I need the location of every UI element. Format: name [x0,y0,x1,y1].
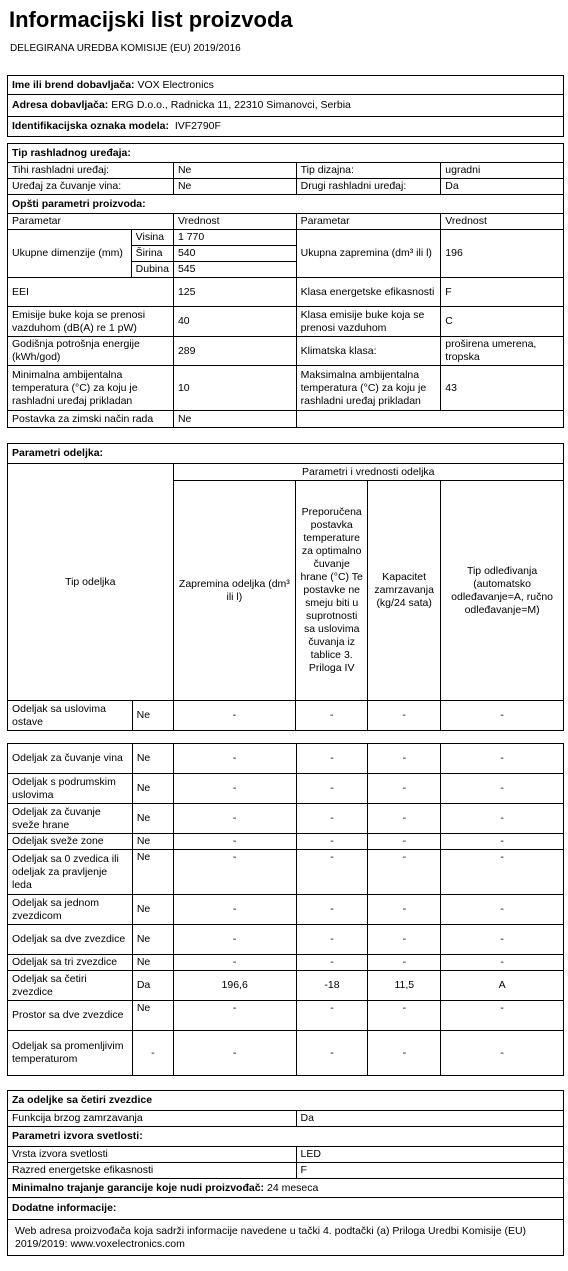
supplier-address-cell [8,95,564,117]
annual-energy-label: Godišnja potrošnja energije (kWh/god) [8,337,174,366]
warranty-value: 24 meseca [266,1181,319,1194]
compartment-name: Odeljak sa četiri zvezdice [8,971,133,1001]
col-compartment-type: Tip odeljka [8,464,174,701]
compartment-volume: 196,6 [173,971,296,1001]
compartment-capacity: - [368,895,441,925]
other-value: Da [441,179,564,195]
compartment-present: Ne [132,834,173,850]
energy-class-value: F [441,278,564,307]
compartment-volume: - [173,925,296,955]
compartment-defrost: - [441,925,564,955]
annual-energy-value: 289 [173,337,296,366]
climate-class-label: Klimatska klasa: [296,337,441,366]
supplier-name-label: Ime ili brend dobavljača: [12,78,135,91]
type-section-header: Tip rashladnog uređaja: [8,144,564,163]
compartment-name: Odeljak za čuvanje sveže hrane [8,804,133,834]
supplier-name-cell [8,76,564,95]
supplier-address-label: Adresa dobavljača: [12,99,109,111]
compartment-defrost: - [441,834,564,850]
col-param-left: Parametar [8,214,174,230]
min-temp-value: 10 [173,366,296,411]
energy-class-label: Klasa energetske efikasnosti [296,278,441,307]
quiet-value: Ne [173,163,296,179]
quiet-label: Tihi rashladni uređaj: [8,163,174,179]
compartment-temp: - [296,955,368,971]
compartment-name: Prostor sa dve zvezdice [8,1001,133,1031]
compartment-temp: - [296,744,368,774]
warranty-cell [8,1179,564,1198]
compartment-defrost: - [441,744,564,774]
compartment-volume: - [173,804,296,834]
max-temp-value: 43 [441,366,564,411]
compartment-capacity: - [368,925,441,955]
volume-label: Ukupna zapremina (dm³ ili l) [296,230,441,278]
col-temperature: Preporučena postavka temperature za optimalno čuvanje hrane (°C) Te postavke ne smeju biti u suprotnosti sa uslovima čuvanja iz tablice 3. Priloga IV [296,481,368,701]
compartment-name: Odeljak sa promenljivim temperaturom [8,1031,133,1076]
noise-class-label: Klasa emisije buke koja se prenosi vazduhom [296,307,441,337]
compartment-temp: - [296,834,368,850]
compartment-capacity: - [368,850,441,895]
compartment-temp: - [296,1001,368,1031]
compartment-volume: - [173,1031,296,1076]
max-temp-label: Maksimalna ambijentalna temperatura (°C) za koju je rashladni uređaj prikladan [296,366,441,411]
col-value-left: Vrednost [173,214,296,230]
compartments-table [7,443,564,731]
compartment-name: Odeljak sa 0 zvedica ili odeljak za pravljenje leda [8,850,133,895]
climate-class-value: proširena umerena, tropska [441,337,564,366]
compartment-volume: - [173,850,296,895]
compartment-volume: - [173,744,296,774]
compartment-name: Odeljak s podrumskim uslovima [8,774,133,804]
general-table [7,143,564,428]
compartment-temp: - [296,1031,368,1076]
col-volume: Zapremina odeljka (dm³ ili l) [173,481,296,701]
height-label: Visina [131,230,173,246]
compartment-temp: - [296,925,368,955]
compartment-capacity: - [368,955,441,971]
compartment-present: Da [132,971,173,1001]
compartment-name: Odeljak sa dve zvezdice [8,925,133,955]
page-title: Informacijski list proizvoda [9,7,293,32]
col-capacity: Kapacitet zamrzavanja (kg/24 sata) [368,481,441,701]
width-value: 540 [173,246,296,262]
compartment-present: Ne [132,850,173,895]
compartment-capacity: 11,5 [368,971,441,1001]
min-temp-label: Minimalna ambijentalna temperatura (°C) za koju je rashladni uređaj prikladan [8,366,174,411]
compartment-present: - [132,1031,173,1076]
noise-label: Emisije buke koja se prenosi vazduhom (dB(A) re 1 pW) [8,307,174,337]
additional-info-text: Web adresa proizvođača koja sadrži informacije navedene u tački 4. podtački (a) Priloga Uredbi Komisije (EU) 2019/2019: www.voxelectronics.com [8,1220,564,1256]
compartment-volume: - [173,1001,296,1031]
depth-value: 545 [173,262,296,278]
compartment-defrost: - [441,701,564,731]
regulation-subtitle: DELEGIRANA UREDBA KOMISIJE (EU) 2019/2016 [10,43,241,54]
compartment-temp: - [296,895,368,925]
four-star-header: Za odeljke sa četiri zvezdice [8,1091,564,1111]
compartment-temp: - [296,774,368,804]
compartment-volume: - [173,834,296,850]
compartment-defrost: - [441,774,564,804]
compartment-capacity: - [368,804,441,834]
compartment-defrost: - [441,1031,564,1076]
fast-freeze-label: Funkcija brzog zamrzavanja [8,1111,297,1127]
compartment-defrost: - [441,804,564,834]
col-defrost: Tip odleđivanja (automatsko odleđavanje=A, ručno odleđavanje=M) [441,481,564,701]
eei-value: 125 [173,278,296,307]
compartment-capacity: - [368,774,441,804]
additional-info-header: Dodatne informacije: [8,1198,564,1220]
design-value: ugradni [441,163,564,179]
compartment-capacity: - [368,701,441,731]
compartment-name: Odeljak sa uslovima ostave [8,701,133,731]
light-type-label: Vrsta izvora svetlosti [8,1147,297,1163]
volume-value: 196 [441,230,564,278]
compartment-present: Ne [132,701,173,731]
fast-freeze-value: Da [296,1111,563,1127]
noise-value: 40 [173,307,296,337]
compartment-defrost: - [441,955,564,971]
eei-label: EEI [8,278,174,307]
compartment-present: Ne [132,744,173,774]
compartment-volume: - [173,895,296,925]
model-cell [8,117,564,137]
compartment-defrost: - [441,895,564,925]
winter-mode-value: Ne [173,411,296,428]
group-header: Parametri i vrednosti odeljka [173,464,563,481]
compartment-present: Ne [132,774,173,804]
general-section-header: Opšti parametri proizvoda: [8,195,564,214]
wine-label: Uređaj za čuvanje vina: [8,179,174,195]
other-label: Drugi rashladni uređaj: [296,179,441,195]
light-class-label: Razred energetske efikasnosti [8,1163,297,1179]
compartments-table-continued [7,743,564,1076]
model-value: IVF2790F [174,120,221,132]
col-param-right: Parametar [296,214,441,230]
compartment-present: Ne [132,955,173,971]
light-class-value: F [296,1163,563,1179]
supplier-address-value: ERG D.o.o., Radnicka 11, 22310 Simanovci, Serbia [111,99,351,111]
compartments-header: Parametri odeljka: [8,444,564,464]
supplier-table [7,75,564,137]
noise-class-value: C [441,307,564,337]
compartment-volume: - [173,955,296,971]
compartment-name: Odeljak za čuvanje vina [8,744,133,774]
model-label: Identifikacijska oznaka modela: [12,120,169,132]
compartment-volume: - [173,701,296,731]
compartment-capacity: - [368,744,441,774]
wine-value: Ne [173,179,296,195]
compartment-capacity: - [368,1031,441,1076]
col-value-right: Vrednost [441,214,564,230]
winter-mode-label: Postavka za zimski način rada [8,411,174,428]
compartment-temp: -18 [296,971,368,1001]
footer-table [7,1090,564,1256]
compartment-name: Odeljak sa jednom zvezdicom [8,895,133,925]
compartment-name: Odeljak sveže zone [8,834,133,850]
compartment-volume: - [173,774,296,804]
compartment-present: Ne [132,925,173,955]
compartment-temp: - [296,850,368,895]
compartment-defrost: - [441,1001,564,1031]
warranty-label: Minimalno trajanje garancije koje nudi proizvođač: [12,1181,265,1194]
compartment-name: Odeljak sa tri zvezdice [8,955,133,971]
compartment-capacity: - [368,1001,441,1031]
compartment-defrost: - [441,850,564,895]
compartment-defrost: A [441,971,564,1001]
compartment-temp: - [296,701,368,731]
depth-label: Dubina [131,262,173,278]
height-value: 1 770 [173,230,296,246]
compartment-present: Ne [132,1001,173,1031]
empty-cell [296,411,563,428]
light-source-header: Parametri izvora svetlosti: [8,1127,564,1147]
width-label: Širina [131,246,173,262]
supplier-name-value: VOX Electronics [137,78,214,91]
compartment-present: Ne [132,804,173,834]
compartment-capacity: - [368,834,441,850]
compartment-present: Ne [132,895,173,925]
design-label: Tip dizajna: [296,163,441,179]
light-type-value: LED [296,1147,563,1163]
compartment-temp: - [296,804,368,834]
dimensions-label: Ukupne dimenzije (mm) [8,230,132,278]
